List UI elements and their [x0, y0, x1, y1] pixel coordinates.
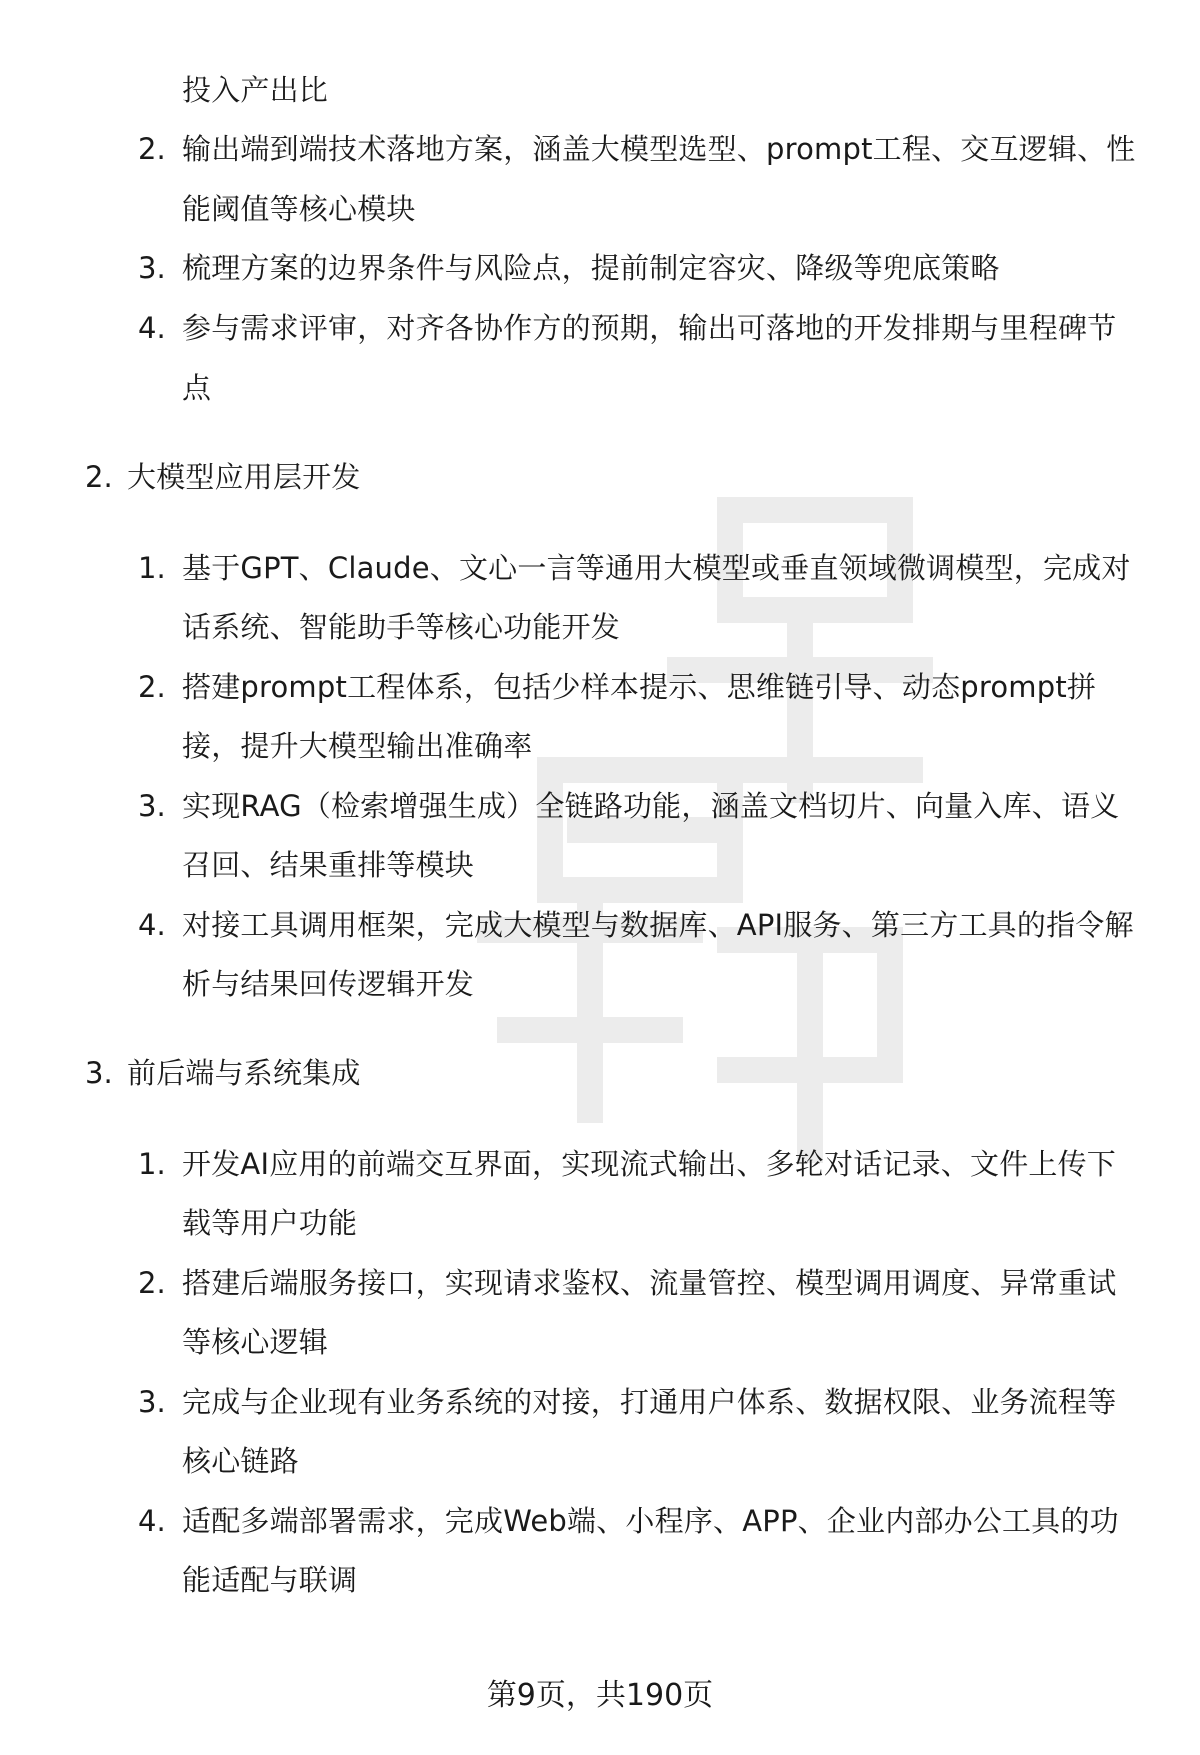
section-number: 2.: [85, 460, 113, 494]
list-item-text-continued: 接，提升大模型输出准确率: [182, 729, 533, 763]
list-item-text: 输出端到端技术落地方案，涵盖大模型选型、prompt工程、交互逻辑、性: [182, 132, 1136, 166]
list-item-text-continued: 等核心逻辑: [182, 1325, 329, 1359]
list-item-text: 实现RAG（检索增强生成）全链路功能，涵盖文档切片、向量入库、语义: [182, 789, 1120, 823]
list-item-text: 梳理方案的边界条件与风险点，提前制定容灾、降级等兜底策略: [182, 251, 1000, 285]
list-item-text-continued: 话系统、智能助手等核心功能开发: [182, 610, 621, 644]
section-title: 大模型应用层开发: [127, 460, 361, 494]
list-item-text: 搭建prompt工程体系，包括少样本提示、思维链引导、动态prompt拼: [182, 670, 1097, 704]
section-number: 3.: [85, 1056, 113, 1090]
list-item-number: 3.: [138, 251, 166, 285]
list-item-text-continued: 能阈值等核心模块: [182, 192, 416, 226]
list-item-number: 1.: [138, 551, 166, 585]
list-item-number: 4.: [138, 908, 166, 942]
list-item-text: 参与需求评审，对齐各协作方的预期，输出可落地的开发排期与里程碑节: [182, 311, 1117, 345]
list-item-number: 4.: [138, 1504, 166, 1538]
list-item-text-continued: 召回、结果重排等模块: [182, 848, 475, 882]
list-item-number: 2.: [138, 1266, 166, 1300]
list-item-text-continued: 载等用户功能: [182, 1206, 358, 1240]
list-item-number: 3.: [138, 789, 166, 823]
list-item-number: 1.: [138, 1147, 166, 1181]
section-title: 前后端与系统集成: [127, 1056, 361, 1090]
list-item-number: 2.: [138, 670, 166, 704]
list-item-text-continued: 核心链路: [182, 1444, 299, 1478]
page-number-footer: 第9页，共190页: [486, 1678, 714, 1713]
list-item-text: 基于GPT、Claude、文心一言等通用大模型或垂直领域微调模型，完成对: [182, 551, 1131, 585]
list-item-text-continued: 析与结果回传逻辑开发: [182, 967, 475, 1001]
list-item-number: 3.: [138, 1385, 166, 1419]
list-item-number: 4.: [138, 311, 166, 345]
list-item-text-continued: 点: [182, 371, 212, 405]
list-item-text: 完成与企业现有业务系统的对接，打通用户体系、数据权限、业务流程等: [182, 1385, 1117, 1419]
list-item-text-continued: 能适配与联调: [182, 1563, 358, 1597]
carryover-line: 投入产出比: [182, 73, 329, 107]
list-item-text: 对接工具调用框架，完成大模型与数据库、API服务、第三方工具的指令解: [182, 908, 1134, 942]
list-item-text: 搭建后端服务接口，实现请求鉴权、流量管控、模型调用调度、异常重试: [182, 1266, 1117, 1300]
list-item-text: 开发AI应用的前端交互界面，实现流式输出、多轮对话记录、文件上传下: [182, 1147, 1116, 1181]
list-item-number: 2.: [138, 132, 166, 166]
list-item-text: 适配多端部署需求，完成Web端、小程序、APP、企业内部办公工具的功: [182, 1504, 1119, 1538]
